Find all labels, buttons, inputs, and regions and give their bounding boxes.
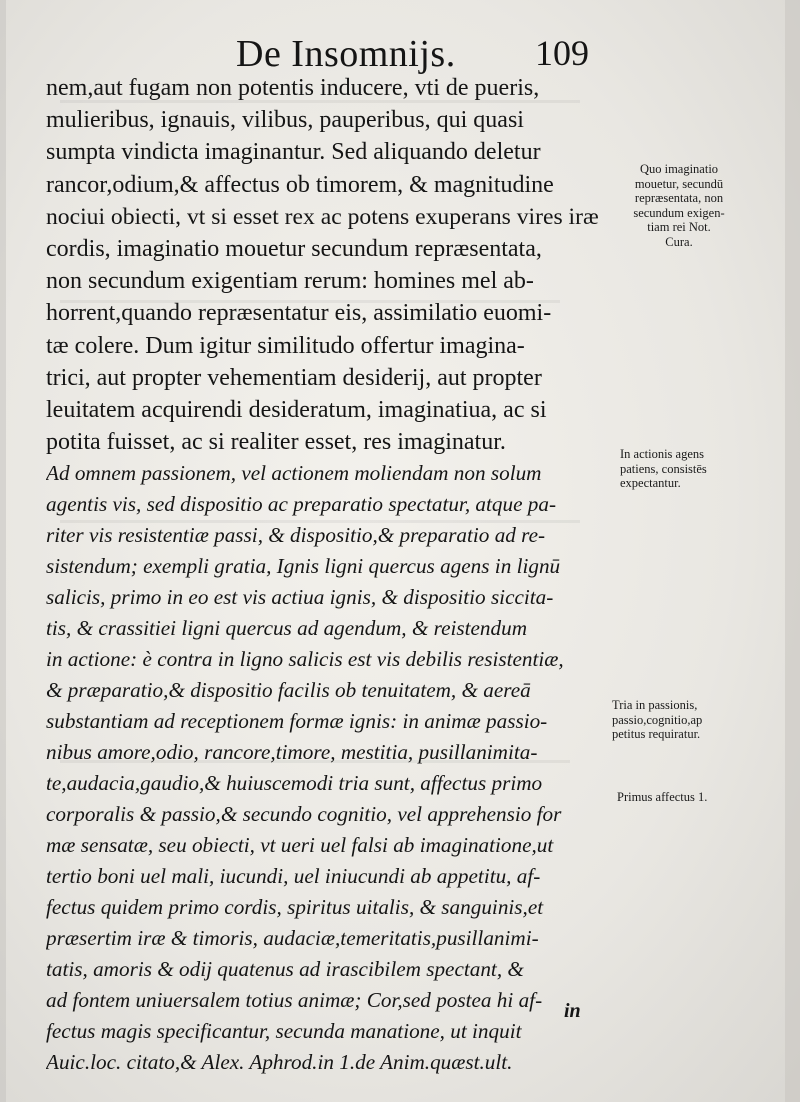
text-line: tatis, amoris & odij quatenus ad irascibilem spectant, & [46,957,524,982]
margin-note-line: repræsentata, non [634,191,724,205]
text-line: agentis vis, sed dispositio ac preparatio spectatur, atque pa- [46,492,557,517]
text-line: nociui obiecti, vt si esset rex ac potens exuperans vires iræ [46,203,599,230]
text-line: te,audacia,gaudio,& huiuscemodi tria sunt, affectus primo [46,771,543,796]
text-line: riter vis resistentiæ passi, & dispositio,& preparatio ad re- [46,523,546,548]
catchword: in [564,1000,581,1022]
margin-note-line: petitus requiratur. [612,727,701,741]
margin-note-line: passio,cognitio,ap [612,712,703,727]
text-line: fectus magis specificantur, secunda manatione, ut inquit [46,1019,522,1044]
text-line: in actione: è contra in ligno salicis est vis debilis resistentiæ, [46,647,564,672]
margin-note-primus [617,790,747,805]
text-line: Ad omnem passionem, vel actionem moliendam non solum [46,461,542,486]
text-line: Auic.loc. citato,& Alex. Aphrod.in 1.de Anim.quæst.ult. [46,1050,513,1075]
text-line: salicis, primo in eo est vis actiua ignis, & dispositio siccita- [46,585,554,610]
text-line: horrent,quando repræsentatur eis, assimilatio euomi- [46,300,552,327]
margin-note-line: Tria in passionis, [612,698,698,712]
text-line: trici, aut propter vehementiam desiderij, aut propter [46,364,542,391]
text-line: potita fuisset, ac si realiter esset, res imaginatur. [46,429,506,456]
margin-note-line: Cura. [665,234,693,249]
text-line: nibus amore,odio, rancore,timore, mestitia, pusillanimita- [46,740,538,765]
margin-note-line: tiam rei Not. [647,220,711,234]
text-line: sistendum; exempli gratia, Ignis ligni quercus agens in lignū [46,554,561,579]
text-line: tis, & crassitiei ligni quercus ad agendum, & reistendum [46,616,528,641]
text-line: fectus quidem primo cordis, spiritus uitalis, & sanguinis,et [46,895,544,920]
margin-note-actionis [620,447,750,491]
margin-note-line: secundum exigen- [633,205,725,220]
text-line: nem,aut fugam non potentis inducere, vti de pueris, [46,75,540,101]
text-line: substantiam ad receptionem formæ ignis: in animæ passio- [46,709,548,734]
text-line: mulieribus, ignauis, vilibus, pauperibus, qui quasi [46,107,524,134]
margin-note-line: patiens, consistēs [620,461,707,476]
margin-note-line: mouetur, secundū [634,176,724,191]
text-line: sumpta vindicta imaginantur. Sed aliquando deletur [46,139,541,166]
italic-commentary [46,458,602,1078]
text-line: tæ colere. Dum igitur similitudo offertur imagina- [46,332,525,359]
text-line: & præparatio,& dispositio facilis ob tenuitatem, & aereā [46,678,531,703]
margin-note-imaginatio [604,162,754,249]
text-line: mæ sensatæ, seu obiecti, vt ueri uel falsi ab imaginatione,ut [46,833,554,858]
margin-note-line: expectantur. [620,476,681,490]
margin-note-line: Primus affectus 1. [617,790,708,804]
margin-note-tria [612,698,742,742]
text-line: rancor,odium,& affectus ob timorem, & magnitudine [46,171,554,198]
page-header [0,28,800,78]
margin-note-line: Quo imaginatio [639,162,719,176]
text-line: non secundum exigentiam rerum: homines mel ab- [46,268,534,295]
text-line: ad fontem uniuersalem totius animæ; Cor,sed postea hi af- [46,988,543,1013]
text-line: corporalis & passio,& secundo cognitio, vel apprehensio for [46,802,562,827]
page-number: 109 [535,33,589,73]
text-line: cordis, imaginatio mouetur secundum repræsentata, [46,235,542,262]
running-head: De Insomnijs. [236,33,456,75]
text-line: tertio boni uel mali, iucundi, uel iniucundi ab appetitu, af- [46,864,541,889]
main-text-block [46,72,602,1078]
roman-paragraph [46,72,602,458]
text-line: leuitatem acquirendi desideratum, imaginatiua, ac si [46,396,547,423]
text-line: præsertim iræ & timoris, audaciæ,temeritatis,pusillanimi- [46,926,539,951]
margin-note-line: In actionis agens [620,447,705,461]
